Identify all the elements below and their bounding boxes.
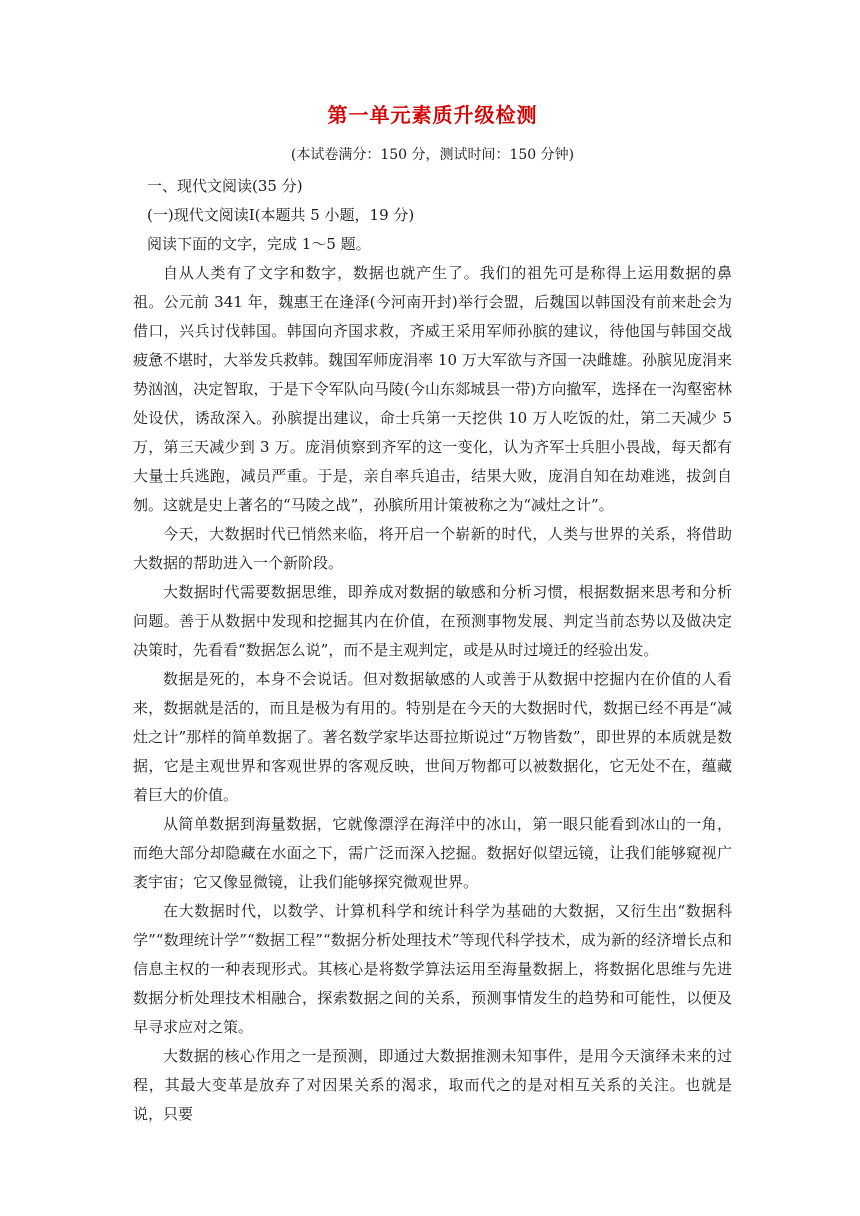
section-heading: 一、现代文阅读(35 分) <box>147 177 303 195</box>
reading-instruction: 阅读下面的文字，完成 1～5 题。 <box>147 235 371 253</box>
passage-paragraph: 大数据的核心作用之一是预测，即通过大数据推测未知事件，是用今天演绎未来的过程，其最大变革是放弃了对因果关系的渴求，取而代之的是对相互关系的关注。也就是说，只要 <box>133 1047 732 1123</box>
reading-passage <box>133 259 732 1129</box>
passage-paragraph: 自从人类有了文字和数字，数据也就产生了。我们的祖先可是称得上运用数据的鼻祖。公元前 341 年，魏惠王在逢泽(今河南开封)举行会盟，后魏国以韩国没有前来赴会为借口，兴兵讨伐韩国。韩国向齐国求救，齐威王采用军师孙膑的建议，待他国与韩国交战疲惫不堪时，大举发兵救韩。魏国军师庞涓率 10 万大军欲与齐国一决雌雄。孙膑见庞涓来势汹汹，决定智取，于是下令军队向马陵(今山东郯城县一带)方向撤军，选择在一沟壑密林处设伏，诱敌深入。孙膑提出建议，命士兵第一天挖供 10 万人吃饭的灶，第二天减少 5 万，第三天减少到 3 万。庞涓侦察到齐军的这一变化，认为齐军士兵胆小畏战，每天都有大量士兵逃跑，减员严重。于是，亲自率兵追击，结果大败，庞涓自知在劫难逃，拔剑自刎。这就是史上著名的“马陵之战”，孙膑所用计策被称之为“减灶之计”。 <box>133 264 732 514</box>
subsection-heading: (一)现代文阅读Ⅰ(本题共 5 小题，19 分) <box>147 206 415 224</box>
passage-paragraph: 大数据时代需要数据思维，即养成对数据的敏感和分析习惯，根据数据来思考和分析问题。善于从数据中发现和挖掘其内在价值，在预测事物发展、判定当前态势以及做决定决策时，先看看“数据怎么说”，而不是主观判定，或是从时过境迁的经验出发。 <box>133 583 732 659</box>
passage-paragraph: 从简单数据到海量数据，它就像漂浮在海洋中的冰山，第一眼只能看到冰山的一角，而绝大部分却隐藏在水面之下，需广泛而深入挖掘。数据好似望远镜，让我们能够窥视广袤宇宙；它又像显微镜，让我们能够探究微观世界。 <box>133 815 732 891</box>
page-title: 第一单元素质升级检测 <box>327 103 538 127</box>
passage-paragraph: 今天，大数据时代已悄然来临，将开启一个崭新的时代，人类与世界的关系，将借助大数据的帮助进入一个新阶段。 <box>133 525 732 572</box>
exam-info: (本试卷满分：150 分，测试时间：150 分钟) <box>290 147 575 163</box>
passage-paragraph: 在大数据时代，以数学、计算机科学和统计科学为基础的大数据，又衍生出“数据科学”“数理统计学”“数据工程”“数据分析处理技术”等现代科学技术，成为新的经济增长点和信息主权的一种表现形式。其核心是将数学算法运用至海量数据上，将数据化思维与先进数据分析处理技术相融合，探索数据之间的关系，预测事情发生的趋势和可能性，以便及早寻求应对之策。 <box>133 902 732 1036</box>
passage-paragraph: 数据是死的，本身不会说话。但对数据敏感的人或善于从数据中挖掘内在价值的人看来，数据就是活的，而且是极为有用的。特别是在今天的大数据时代，数据已经不再是“减灶之计”那样的简单数据了。著名数学家毕达哥拉斯说过“万物皆数”，即世界的本质就是数据，它是主观世界和客观世界的客观反映，世间万物都可以被数据化，它无处不在，蕴藏着巨大的价值。 <box>133 670 732 804</box>
